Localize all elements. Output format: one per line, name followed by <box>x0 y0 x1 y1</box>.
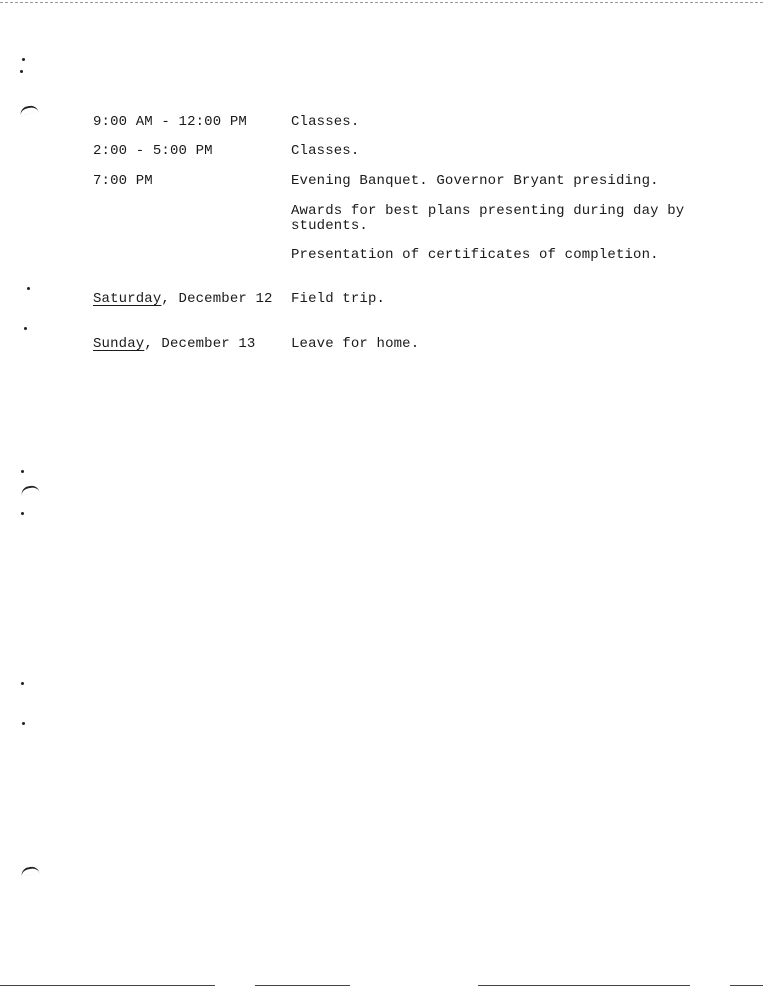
margin-dot <box>21 470 24 473</box>
event-description: Evening Banquet. Governor Bryant presiding. <box>291 173 659 189</box>
time-slot: 7:00 PM <box>93 173 153 189</box>
event-description: Presentation of certificates of completion. <box>291 247 659 263</box>
margin-dot <box>22 58 25 61</box>
time-slot: 9:00 AM - 12:00 PM <box>93 114 247 130</box>
bottom-edge-line <box>478 985 690 986</box>
margin-dot <box>24 327 27 330</box>
margin-dot <box>22 722 25 725</box>
day-date: , December 13 <box>144 336 256 352</box>
day-name: Saturday <box>93 291 162 307</box>
binder-hole-mark <box>20 865 39 876</box>
day-date: , December 12 <box>161 291 273 307</box>
bottom-edge-line <box>730 985 763 986</box>
event-description: Awards for best plans presenting during day by students. <box>291 203 685 234</box>
time-slot: 2:00 - 5:00 PM <box>93 143 213 159</box>
bottom-edge-line <box>0 985 215 986</box>
day-name: Sunday <box>93 336 145 352</box>
margin-dot <box>21 682 24 685</box>
page-top-edge <box>0 2 763 3</box>
bottom-edge-line <box>255 985 350 986</box>
margin-dot <box>27 287 30 290</box>
margin-dot <box>20 70 23 73</box>
event-description: Leave for home. <box>291 336 420 352</box>
event-description: Classes. <box>291 114 360 130</box>
event-description: Field trip. <box>291 291 386 307</box>
binder-hole-mark <box>19 104 38 115</box>
day-label <box>93 337 255 352</box>
binder-hole-mark <box>20 484 39 495</box>
day-label <box>93 292 273 307</box>
event-description: Classes. <box>291 143 360 159</box>
margin-dot <box>21 512 24 515</box>
